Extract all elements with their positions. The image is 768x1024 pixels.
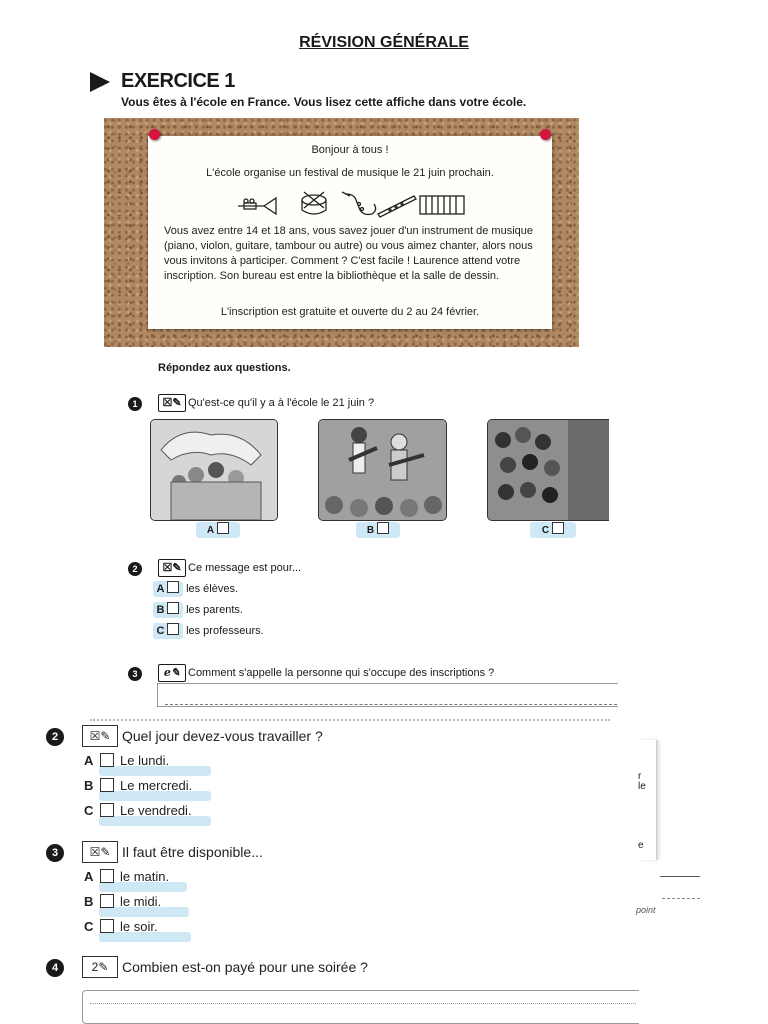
question-text: Ce message est pour... [188, 562, 302, 574]
write-pencil-icon: e✎ [158, 664, 186, 682]
option-a[interactable]: A le matin. [84, 869, 170, 884]
scene-image-concert [318, 419, 447, 521]
instrument-icons [164, 190, 544, 221]
option-b[interactable]: B le midi. [84, 894, 162, 909]
question-text: Qu'est-ce qu'il y a à l'école le 21 juin ? [188, 397, 375, 409]
option-c[interactable]: C Le vendredi. [84, 803, 192, 818]
poster-body: Vous avez entre 14 et 18 ans, vous savez jouer d'un instrument de musique (piano, violon, guitare, tambour ou autre) ou vous aimez chanter, alors nous vous invitons à participer. Comment ? C'est facile ! Laurence attend votre inscription. Son bureau est entre la bibliothèque et la salle de dessin. [164, 225, 533, 282]
option-b[interactable]: B Le mercredi. [84, 778, 193, 793]
question-number: 2 [46, 728, 64, 746]
fragment-text: point [636, 905, 656, 915]
exercise-heading: EXERCICE 1 [121, 70, 235, 92]
poster [148, 136, 552, 329]
question-text: Comment s'appelle la personne qui s'occupe des inscriptions ? [188, 667, 495, 679]
option-c[interactable]: C les professeurs. [153, 623, 264, 639]
option-a-checkbox[interactable]: A [196, 522, 240, 538]
option-c[interactable]: C le soir. [84, 919, 158, 934]
fragment-text: r le [638, 771, 646, 792]
poster-festival-line: L'école organise un festival de musique le 21 juin prochain. [206, 167, 494, 179]
question-number: 3 [128, 667, 142, 681]
option-b-checkbox[interactable]: B [356, 522, 400, 538]
poster-greeting: Bonjour à tous ! [311, 144, 389, 156]
scene-image-classroom [487, 419, 609, 521]
flute-icon [378, 196, 416, 217]
question-number: 2 [128, 562, 142, 576]
answer-input[interactable] [82, 990, 639, 1024]
fragment-text: e [638, 840, 644, 851]
option-b[interactable]: B les parents. [153, 602, 243, 618]
page-title: RÉVISION GÉNÉRALE [299, 34, 469, 51]
answer-line [165, 704, 617, 705]
checkbox-pencil-icon: ☒✎ [158, 394, 186, 412]
question-number: 1 [128, 397, 142, 411]
saxophone-icon [342, 192, 376, 215]
drum-icon [302, 192, 326, 214]
fragment-dashed-line [662, 898, 700, 899]
question-text: Il faut être disponible... [122, 844, 263, 860]
option-c-checkbox[interactable]: C [530, 522, 576, 538]
divider [90, 719, 610, 721]
answer-instruction: Répondez aux questions. [158, 362, 291, 374]
scene-image-dinosaur-museum [150, 419, 278, 521]
checkbox-pencil-icon: ☒✎ [82, 841, 118, 863]
checkbox-pencil-icon: ☒✎ [158, 559, 186, 577]
checkbox-pencil-icon: ☒✎ [82, 725, 118, 747]
option-a[interactable]: A les élèves. [153, 581, 238, 597]
option-a[interactable]: A Le lundi. [84, 753, 170, 768]
question-number: 3 [46, 844, 64, 862]
play-arrow-icon [90, 72, 110, 92]
write-pencil-icon: 2✎ [82, 956, 118, 978]
question-number: 4 [46, 959, 64, 977]
fragment-line [660, 876, 700, 877]
push-pin-icon [540, 129, 551, 140]
accordion-icon [420, 196, 464, 214]
exercise-instruction: Vous êtes à l'école en France. Vous lisez cette affiche dans votre école. [121, 95, 527, 109]
question-text: Quel jour devez-vous travailler ? [122, 728, 323, 744]
question-text: Combien est-on payé pour une soirée ? [122, 959, 368, 975]
push-pin-icon [149, 129, 160, 140]
trumpet-icon [238, 198, 276, 214]
answer-line [90, 1003, 636, 1004]
poster-inscription: L'inscription est gratuite et ouverte du 2 au 24 février. [220, 306, 480, 318]
